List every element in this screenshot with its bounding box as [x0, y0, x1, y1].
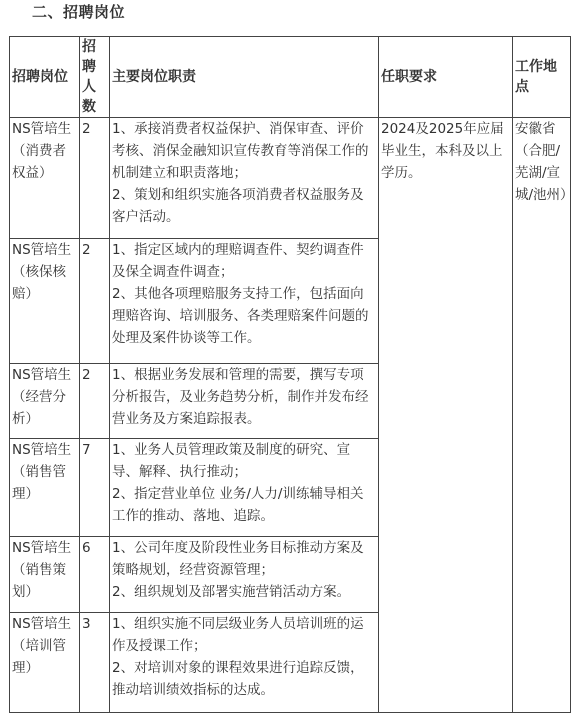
duty-item: 2、组织规划及部署实施营销活动方案。 [112, 584, 351, 600]
duty-item: 2、指定营业单位 业务/人力/训练辅导相关工作的推动、落地、追踪。 [112, 486, 364, 524]
duties-cell [110, 613, 379, 713]
duty-item: 2、策划和组织实施各项消费者权益服务及客户活动。 [112, 187, 364, 225]
header-location: 工作地点 [513, 37, 571, 118]
header-requirements: 任职要求 [379, 37, 513, 118]
count-cell: 3 [80, 613, 110, 713]
duty-item: 2、对培训对象的课程效果进行追踪反馈，推动培训绩效指标的达成。 [112, 660, 364, 698]
position-cell: NS管培生（消费者权益） [10, 118, 80, 239]
section-title: 二、招聘岗位 [32, 3, 126, 21]
table-row [10, 118, 571, 239]
position-cell: NS管培生（销售管理） [10, 439, 80, 537]
duty-item: 1、公司年度及阶段性业务目标推动方案及策略规划，经营资源管理； [112, 540, 364, 578]
count-cell: 2 [80, 239, 110, 364]
count-cell: 7 [80, 439, 110, 537]
header-duties: 主要岗位职责 [110, 37, 379, 118]
duties-cell [110, 239, 379, 364]
recruitment-table [9, 36, 574, 713]
count-cell: 2 [80, 364, 110, 439]
location-cell: 安徽省（合肥/芜湖/宣城/池州） [513, 118, 571, 713]
position-cell: NS管培生（销售策划） [10, 537, 80, 613]
header-count: 招聘人数 [80, 37, 110, 118]
duty-item: 1、业务人员管理政策及制度的研究、宣导、解释、执行推动； [112, 442, 351, 480]
duties-cell [110, 118, 379, 239]
position-cell: NS管培生（经营分析） [10, 364, 80, 439]
duty-item: 1、组织实施不同层级业务人员培训班的运作及授课工作； [112, 616, 364, 654]
duty-item: 1、根据业务发展和管理的需要，撰写专项分析报告，及业务趋势分析，制作并发布经营业务及方案追踪报表。 [112, 367, 369, 427]
position-cell: NS管培生（培训管理） [10, 613, 80, 713]
duty-item: 1、承接消费者权益保护、消保审查、评价考核、消保金融知识宣传教育等消保工作的机制建立和职责落地； [112, 121, 369, 181]
duty-item: 1、指定区域内的理赔调查件、契约调查件及保全调查件调查； [112, 242, 364, 280]
header-position: 招聘岗位 [10, 37, 80, 118]
duties-cell [110, 537, 379, 613]
table-header-row [10, 37, 571, 118]
duties-cell [110, 364, 379, 439]
position-cell: NS管培生（核保核赔） [10, 239, 80, 364]
duties-cell [110, 439, 379, 537]
count-cell: 6 [80, 537, 110, 613]
requirements-cell: 2024及2025年应届毕业生，本科及以上学历。 [379, 118, 513, 713]
count-cell: 2 [80, 118, 110, 239]
duty-item: 2、其他各项理赔服务支持工作，包括面向理赔咨询、培训服务、各类理赔案件问题的处理及案件协谈等工作。 [112, 286, 369, 346]
